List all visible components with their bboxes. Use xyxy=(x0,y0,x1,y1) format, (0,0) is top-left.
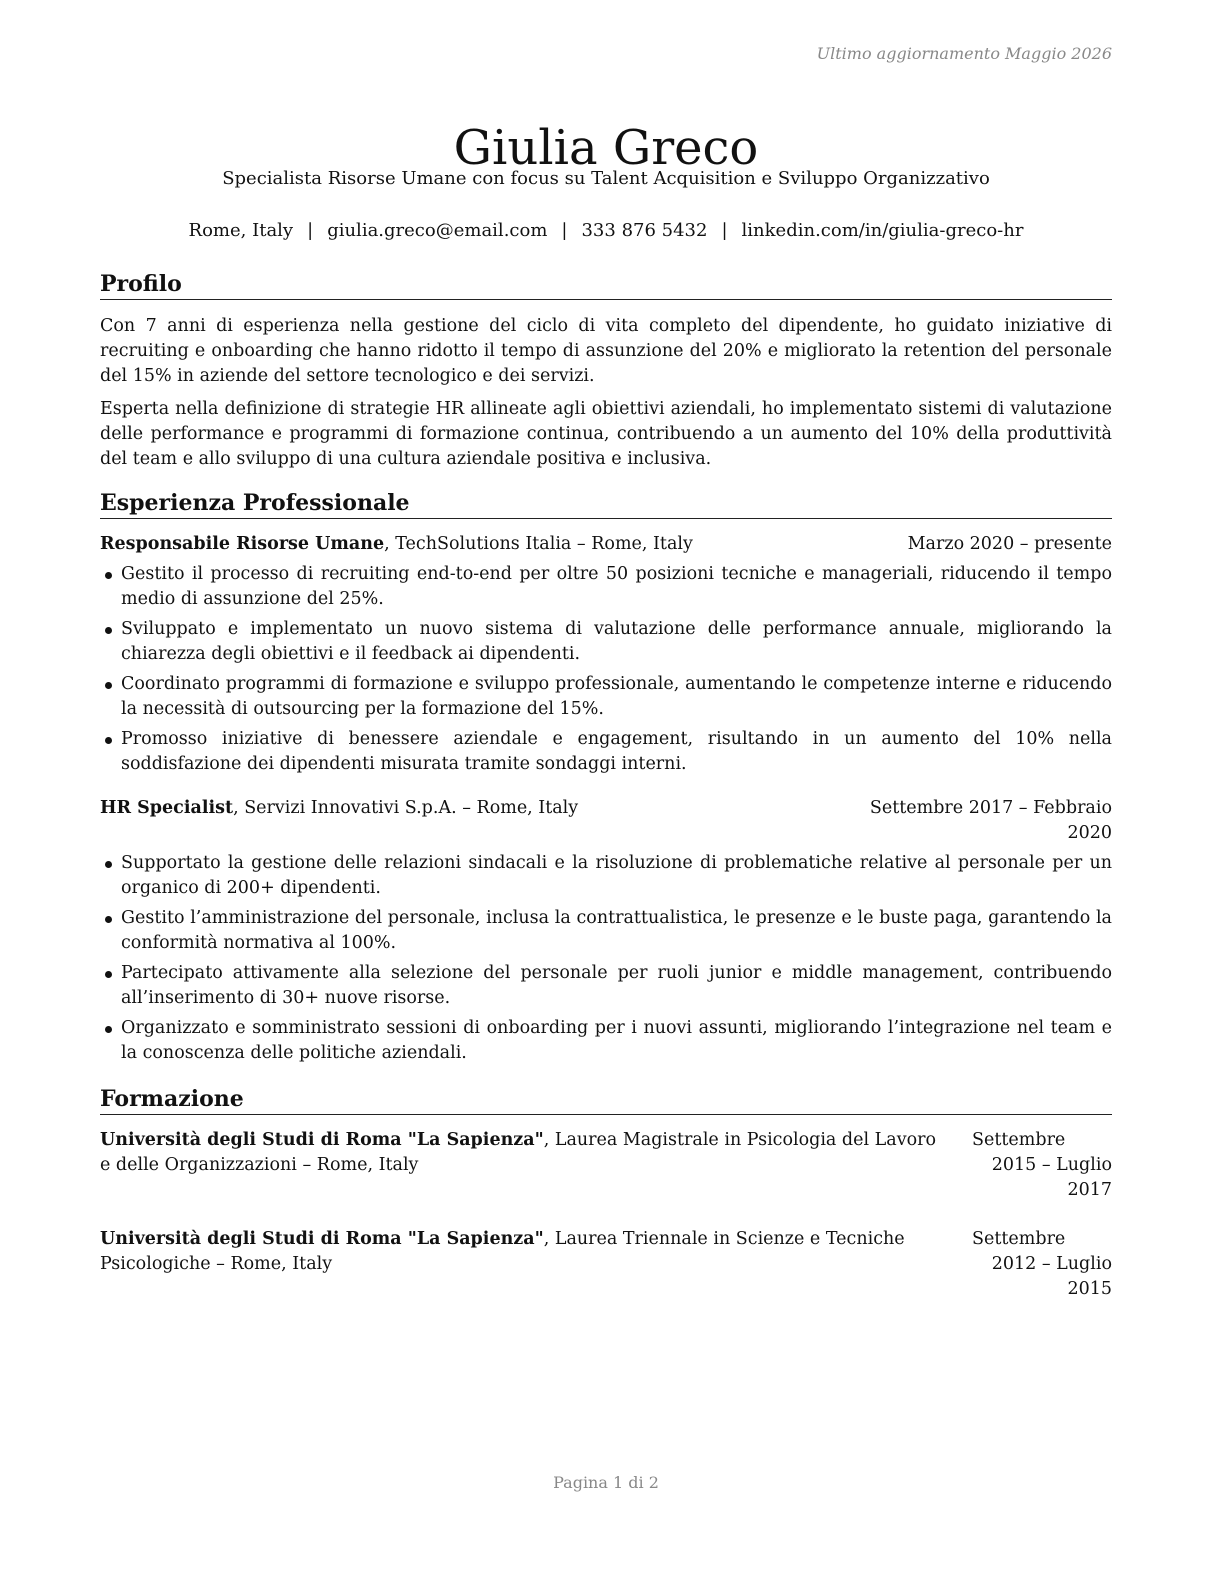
page-number: Pagina 1 di 2 xyxy=(553,1473,659,1492)
education-dates-line: 2017 xyxy=(1067,1180,1112,1200)
contact-bar xyxy=(100,219,1112,243)
education-degree-text: , Laurea Triennale in Scienze e Tecniche xyxy=(543,1229,905,1249)
profile-section xyxy=(100,270,1112,472)
education-degree xyxy=(100,1128,970,1203)
job-header xyxy=(100,532,1112,557)
contact-phone[interactable]: 333 876 5432 xyxy=(581,220,708,241)
job-bullets xyxy=(100,562,1112,777)
bullet-item: Coordinato programmi di formazione e sviluppo professionale, aumentando le competenze interne e riducendo la necessità di outsourcing per la formazione del 15%. xyxy=(100,672,1112,722)
bullet-item: Gestito il processo di recruiting end-to-end per oltre 50 posizioni tecniche e manageriali, riducendo il tempo medio di assunzione del 25%. xyxy=(100,562,1112,612)
contact-separator: | xyxy=(561,220,568,241)
education-section xyxy=(100,1085,1112,1302)
job-title-company xyxy=(100,532,693,557)
job-dates-line: Settembre 2017 – Febbraio xyxy=(869,798,1112,818)
headline: Specialista Risorse Umane con focus su Talent Acquisition e Sviluppo Organizzativo xyxy=(222,168,990,189)
profile-paragraph: Con 7 anni di esperienza nella gestione del ciclo di vita completo del dipendente, ho guidato iniziative di recruiting e onboarding che hanno ridotto il tempo di assunzione del 20% e migliorato la retention del personale del 15% in aziende del settore tecnologico e dei servizi. xyxy=(100,316,1112,386)
education-degree-text: , Laurea Magistrale in Psicologia del Lavoro xyxy=(543,1130,937,1150)
education-school: Università degli Studi di Roma "La Sapienza" xyxy=(100,1130,544,1150)
education-entry xyxy=(100,1227,1112,1302)
job-company: , TechSolutions Italia – Rome, Italy xyxy=(384,534,693,554)
experience-section xyxy=(100,489,1112,1066)
contact-linkedin[interactable]: linkedin.com/in/giulia-greco-hr xyxy=(741,220,1024,241)
job-header xyxy=(100,796,1112,846)
bullet-item: Organizzato e somministrato sessioni di onboarding per i nuovi assunti, migliorando l’integrazione nel team e la conoscenza delle politiche aziendali. xyxy=(100,1016,1112,1066)
candidate-name: Giulia Greco xyxy=(453,120,759,177)
job-role: Responsabile Risorse Umane xyxy=(100,534,385,554)
education-dates-line: Settembre 2015 – Luglio xyxy=(972,1130,1112,1175)
bullet-item: Sviluppato e implementato un nuovo sistema di valutazione delle performance annuale, migliorando la chiarezza degli obiettivi e il feedback ai dipendenti. xyxy=(100,617,1112,667)
job-entry xyxy=(100,796,1112,1066)
section-title-profile: Profilo xyxy=(100,270,1112,300)
job-dates-line: 2020 xyxy=(1067,823,1112,843)
profile-paragraph: Esperta nella definizione di strategie HR allineate agli obiettivi aziendali, ho implementato sistemi di valutazione delle performance e programmi di formazione continua, contribuendo a un aumento del 10% della produttività del team e allo sviluppo di una cultura aziendale positiva e inclusiva. xyxy=(100,399,1112,469)
education-dates xyxy=(972,1128,1112,1203)
section-title-education: Formazione xyxy=(100,1085,1112,1115)
job-dates: Marzo 2020 – presente xyxy=(907,534,1112,554)
bullet-item: Supportato la gestione delle relazioni sindacali e la risoluzione di problematiche relative al personale per un organico di 200+ dipendenti. xyxy=(100,851,1112,901)
job-title-company xyxy=(100,796,578,846)
job-company: , Servizi Innovativi S.p.A. – Rome, Italy xyxy=(233,798,579,818)
education-degree-text: e delle Organizzazioni – Rome, Italy xyxy=(100,1155,419,1175)
education-dates-line: Settembre 2012 – Luglio xyxy=(972,1229,1112,1274)
education-school: Università degli Studi di Roma "La Sapienza" xyxy=(100,1229,544,1249)
education-entry xyxy=(100,1128,1112,1203)
education-degree-text: Psicologiche – Rome, Italy xyxy=(100,1254,333,1274)
job-bullets xyxy=(100,851,1112,1066)
job-dates xyxy=(870,796,1112,846)
bullet-item: Partecipato attivamente alla selezione del personale per ruoli junior e middle management, contribuendo all’inserimento di 30+ nuove risorse. xyxy=(100,961,1112,1011)
section-title-experience: Esperienza Professionale xyxy=(100,489,1112,519)
contact-separator: | xyxy=(307,220,314,241)
last-updated: Ultimo aggiornamento Maggio 2026 xyxy=(816,44,1112,63)
education-degree xyxy=(100,1227,970,1302)
education-dates xyxy=(972,1227,1112,1302)
job-role: HR Specialist xyxy=(100,798,234,818)
contact-location: Rome, Italy xyxy=(188,220,294,241)
bullet-item: Promosso iniziative di benessere aziendale e engagement, risultando in un aumento del 10% nella soddisfazione dei dipendenti misurata tramite sondaggi interni. xyxy=(100,727,1112,777)
job-entry xyxy=(100,532,1112,777)
contact-separator: | xyxy=(721,220,728,241)
bullet-item: Gestito l’amministrazione del personale, inclusa la contrattualistica, le presenze e le buste paga, garantendo la conformità normativa al 100%. xyxy=(100,906,1112,956)
contact-email[interactable]: giulia.greco@email.com xyxy=(327,220,548,241)
education-dates-line: 2015 xyxy=(1067,1279,1112,1299)
resume-page xyxy=(100,0,1112,1584)
